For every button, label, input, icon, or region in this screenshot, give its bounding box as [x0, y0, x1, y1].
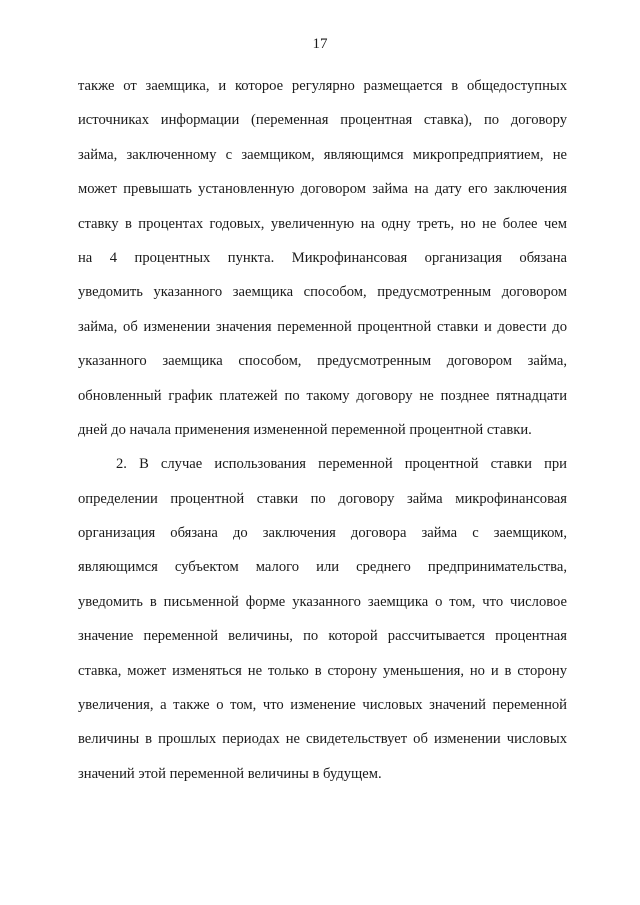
text-line: организация обязана до заключения договора займа с заемщиком, [78, 525, 567, 542]
text-line: ставка, может изменяться не только в сторону уменьшения, но и в сторону [78, 662, 567, 679]
text-line: уведомить в письменной форме указанного заемщика о том, что числовое [78, 593, 567, 610]
text-line: дней до начала применения измененной переменной процентной ставки. [78, 421, 532, 438]
text-line: указанного заемщика способом, предусмотренным договором займа, [78, 353, 567, 370]
text-line: также от заемщика, и которое регулярно размещается в общедоступных [78, 78, 567, 94]
text-line: 2. В случае использования переменной процентной ставки при [116, 456, 567, 473]
text-line: ставку в процентах годовых, увеличенную на одну треть, но не более чем [78, 215, 567, 232]
text-line: значений этой переменной величины в будущем. [78, 765, 382, 782]
text-line: увеличения, а также о том, что изменение числовых значений переменной [78, 697, 567, 714]
text-line: величины в прошлых периодах не свидетельствует об изменении числовых [78, 731, 567, 748]
document-body [78, 69, 567, 791]
text-line: уведомить указанного заемщика способом, предусмотренным договором [78, 284, 567, 301]
text-line: займа, об изменении значения переменной процентной ставки и довести до [78, 318, 567, 335]
text-line: являющимся субъектом малого или среднего предпринимательства, [78, 559, 567, 576]
paragraph-2 [78, 447, 567, 791]
text-line: обновленный график платежей по такому договору не позднее пятнадцати [78, 387, 567, 404]
text-line: определении процентной ставки по договору займа микрофинансовая [78, 490, 567, 507]
text-line: значение переменной величины, по которой рассчитывается процентная [78, 628, 567, 645]
page-number: 17 [312, 36, 328, 52]
text-line: может превышать установленную договором займа на дату его заключения [78, 181, 567, 198]
text-line: на 4 процентных пункта. Микрофинансовая организация обязана [78, 249, 567, 266]
text-line: источниках информации (переменная процентная ставка), по договору [78, 112, 567, 129]
paragraph-1 [78, 69, 567, 447]
text-line: займа, заключенному с заемщиком, являющимся микропредприятием, не [78, 146, 567, 163]
